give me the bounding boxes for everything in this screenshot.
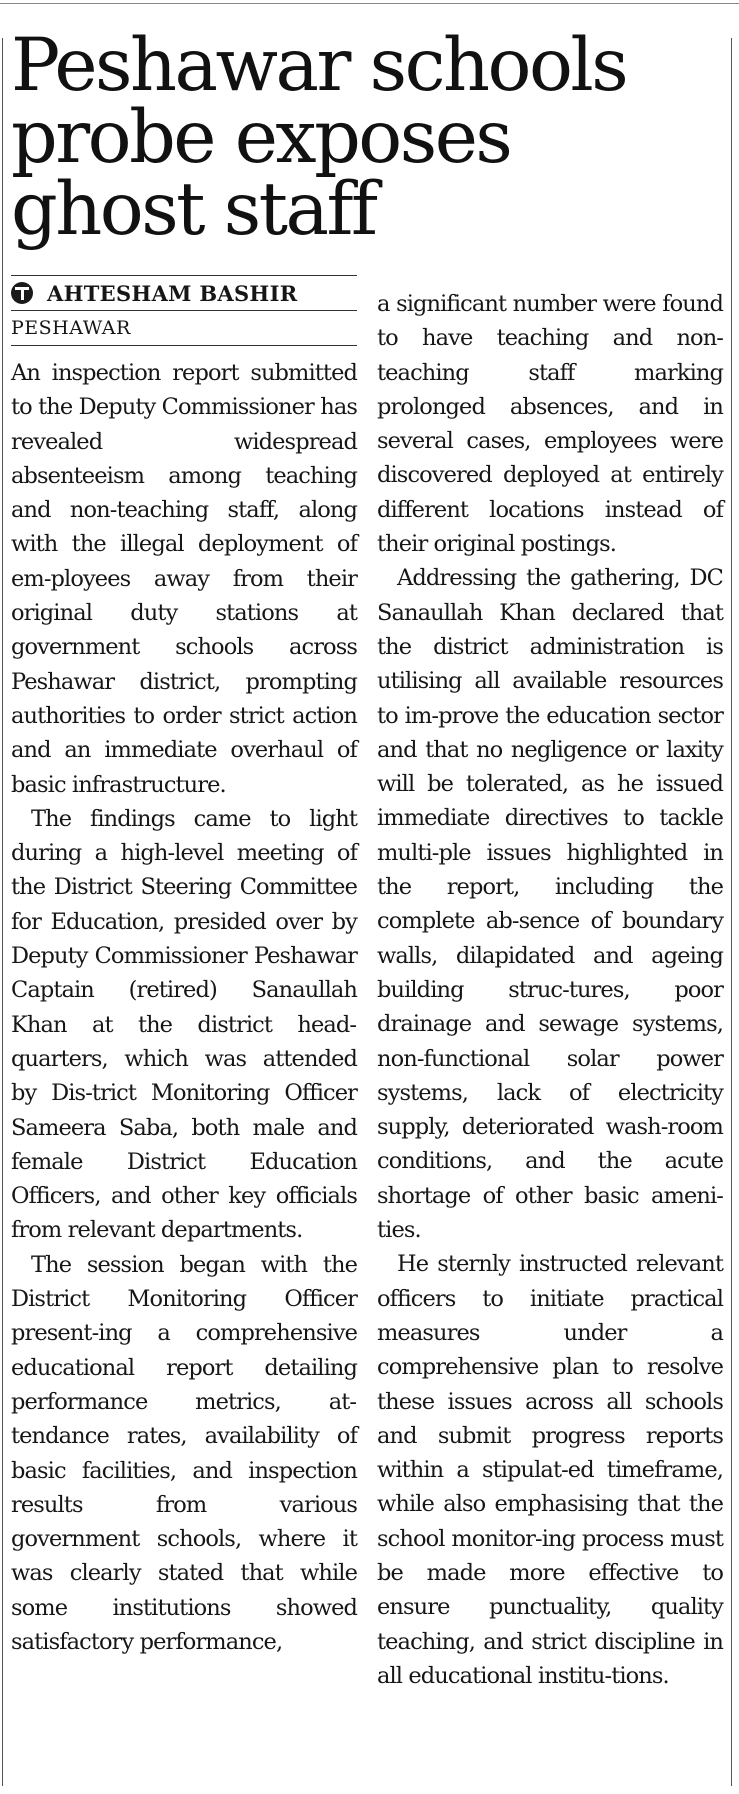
byline [11,276,357,310]
byline-bottom-rule [11,345,357,346]
article-paragraph: An inspection report submitted to the Deputy Commissioner has revealed widespread absenteeism among teaching and non-teaching staff, along with the illegal deployment of em-ployees away from their original duty stations at government schools across Peshawar district, prompting authorities to order strict action and an immediate overhaul of basic infrastructure. [11,360,357,798]
byline-block [11,275,357,346]
article-paragraph: a significant number were found to have teaching and non-teaching staff marking prolonged absences, and in several cases, employees were discovered deployed at entirely different locations instead of their original postings. [377,291,723,558]
article-paragraph: The session began with the District Monitoring Officer present-ing a comprehensive educational report detailing performance metrics, attendance rates, availability of basic facilities, and inspection results from various government schools, where it was clearly stated that while some institutions showed satisfactory performance, [11,1251,357,1655]
right-column-border [731,38,732,1786]
headline: Peshawar schools probe exposes ghost staff [11,23,627,252]
author-name: AHTESHAM BASHIR [47,280,298,306]
article-paragraph: Addressing the gathering, DC Sanaullah Khan declared that the district administration is utilising all available resources to im-prove the education sector and that no negligence or laxity will be tolerated, as he issued immediate directives to tackle multi-ple issues highlighted in the report, including the complete ab-sence of boundary walls, dilapidated and ageing building struc-tures, poor drainage and sewage systems, non-functional solar power systems, lack of electricity supply, deteriorated wash-room conditions, and the acute shortage of other basic ameni-ties. [377,565,723,1244]
publication-logo-icon [11,282,33,304]
top-rule [0,3,739,4]
article-paragraph: The findings came to light during a high-level meeting of the District Steering Committee for Education, presided over by Deputy Commissioner Peshawar Captain (retired) Sanaullah Khan at the district headquarters, which was attended by Dis-trict Monitoring Officer Sameera Saba, both male and female District Education Officers, and other key officials from relevant departments. [11,805,357,1244]
article-paragraph: He sternly instructed relevant officers to initiate practical measures under a comprehensive plan to resolve these issues across all schools and submit progress reports within a stipulat-ed timeframe, while also emphasising that the school monitor-ing process must be made more effective to ensure punctuality, quality teaching, and strict discipline in all educational institu-tions. [377,1251,723,1689]
article-column-left [11,356,357,1659]
article-column-right [377,287,723,1693]
dateline: PESHAWAR [11,317,131,339]
left-column-border [2,38,3,1786]
